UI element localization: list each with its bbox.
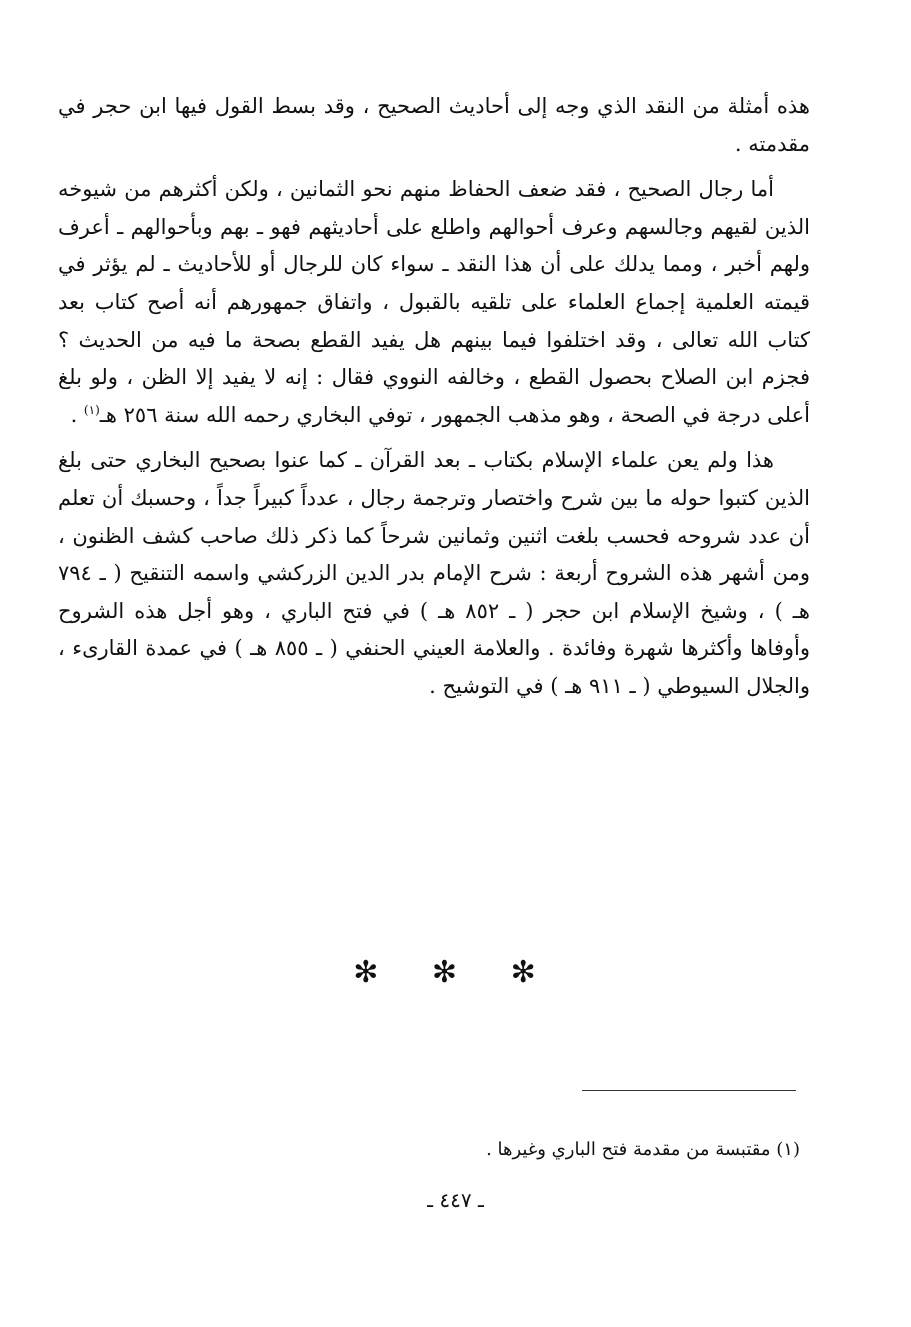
footnote-reference[interactable]: (١) <box>83 402 100 417</box>
footnote-text: (١) مقتبسة من مقدمة فتح الباري وغيرها . <box>486 1139 800 1160</box>
footnote <box>58 1134 800 1166</box>
paragraph-1-text: هذه أمثلة من النقد الذي وجه إلى أحاديث الصحيح ، وقد بسط القول فيها ابن حجر في مقدمته . <box>58 94 810 156</box>
paragraph-3-text: هذا ولم يعن علماء الإسلام بكتاب ـ بعد القرآن ـ كما عنوا بصحيح البخاري حتى بلغ الذين كتبوا حوله ما بين شرح واختصار وترجمة رجال ، عدداً كبيراً جداً ، وحسبك أن تعلم أن عدد شروحه فحسب بلغت اثنين وثمانين شرحاً كما ذكر ذلك صاحب كشف الظنون ، ومن أشهر هذه الشروح أربعة : شرح الإمام بدر الدين الزركشي واسمه التنقيح ( ـ ٧٩٤ هـ ) ، وشيخ الإسلام ابن حجر ( ـ ٨٥٢ هـ ) في فتح الباري ، وهو أجل هذه الشروح وأوفاها وأكثرها شهرة وفائدة . والعلامة العيني الحنفي ( ـ ٨٥٥ هـ ) في عمدة القارىء ، والجلال السيوطي ( ـ ٩١١ هـ ) في التوشيح . <box>58 448 810 698</box>
main-text-block <box>58 88 810 714</box>
paragraph-2-end: . <box>70 402 84 427</box>
paragraph-2 <box>58 171 810 434</box>
paragraph-3 <box>58 442 810 705</box>
page-number: ـ ٤٤٧ ـ <box>427 1188 484 1212</box>
section-separator: ✻ ✻ ✻ <box>353 955 558 990</box>
paragraph-1 <box>58 88 810 163</box>
footnote-divider <box>582 1090 796 1091</box>
paragraph-2-text: أما رجال الصحيح ، فقد ضعف الحفاظ منهم نحو الثمانين ، ولكن أكثرهم من شيوخه الذين لقيهم وجالسهم وعرف أحوالهم واطلع على أحاديثهم فهو ـ بهم وبأحوالهم ـ أعرف ولهم أخبر ، ومما يدلك على أن هذا النقد ـ سواء كان للرجال أو للأحاديث ـ لم يؤثر في قيمته العلمية إجماع العلماء على تلقيه بالقبول ، واتفاق جمهورهم أنه أصح كتاب بعد كتاب الله تعالى ، وقد اختلفوا فيما بينهم هل يفيد القطع بصحة ما فيه من الحديث ؟ فجزم ابن الصلاح بحصول القطع ، وخالفه النووي فقال : إنه لا يفيد إلا الظن ، ولو بلغ أعلى درجة في الصحة ، وهو مذهب الجمهور ، توفي البخاري رحمه الله سنة ٢٥٦ هـ <box>58 177 810 427</box>
